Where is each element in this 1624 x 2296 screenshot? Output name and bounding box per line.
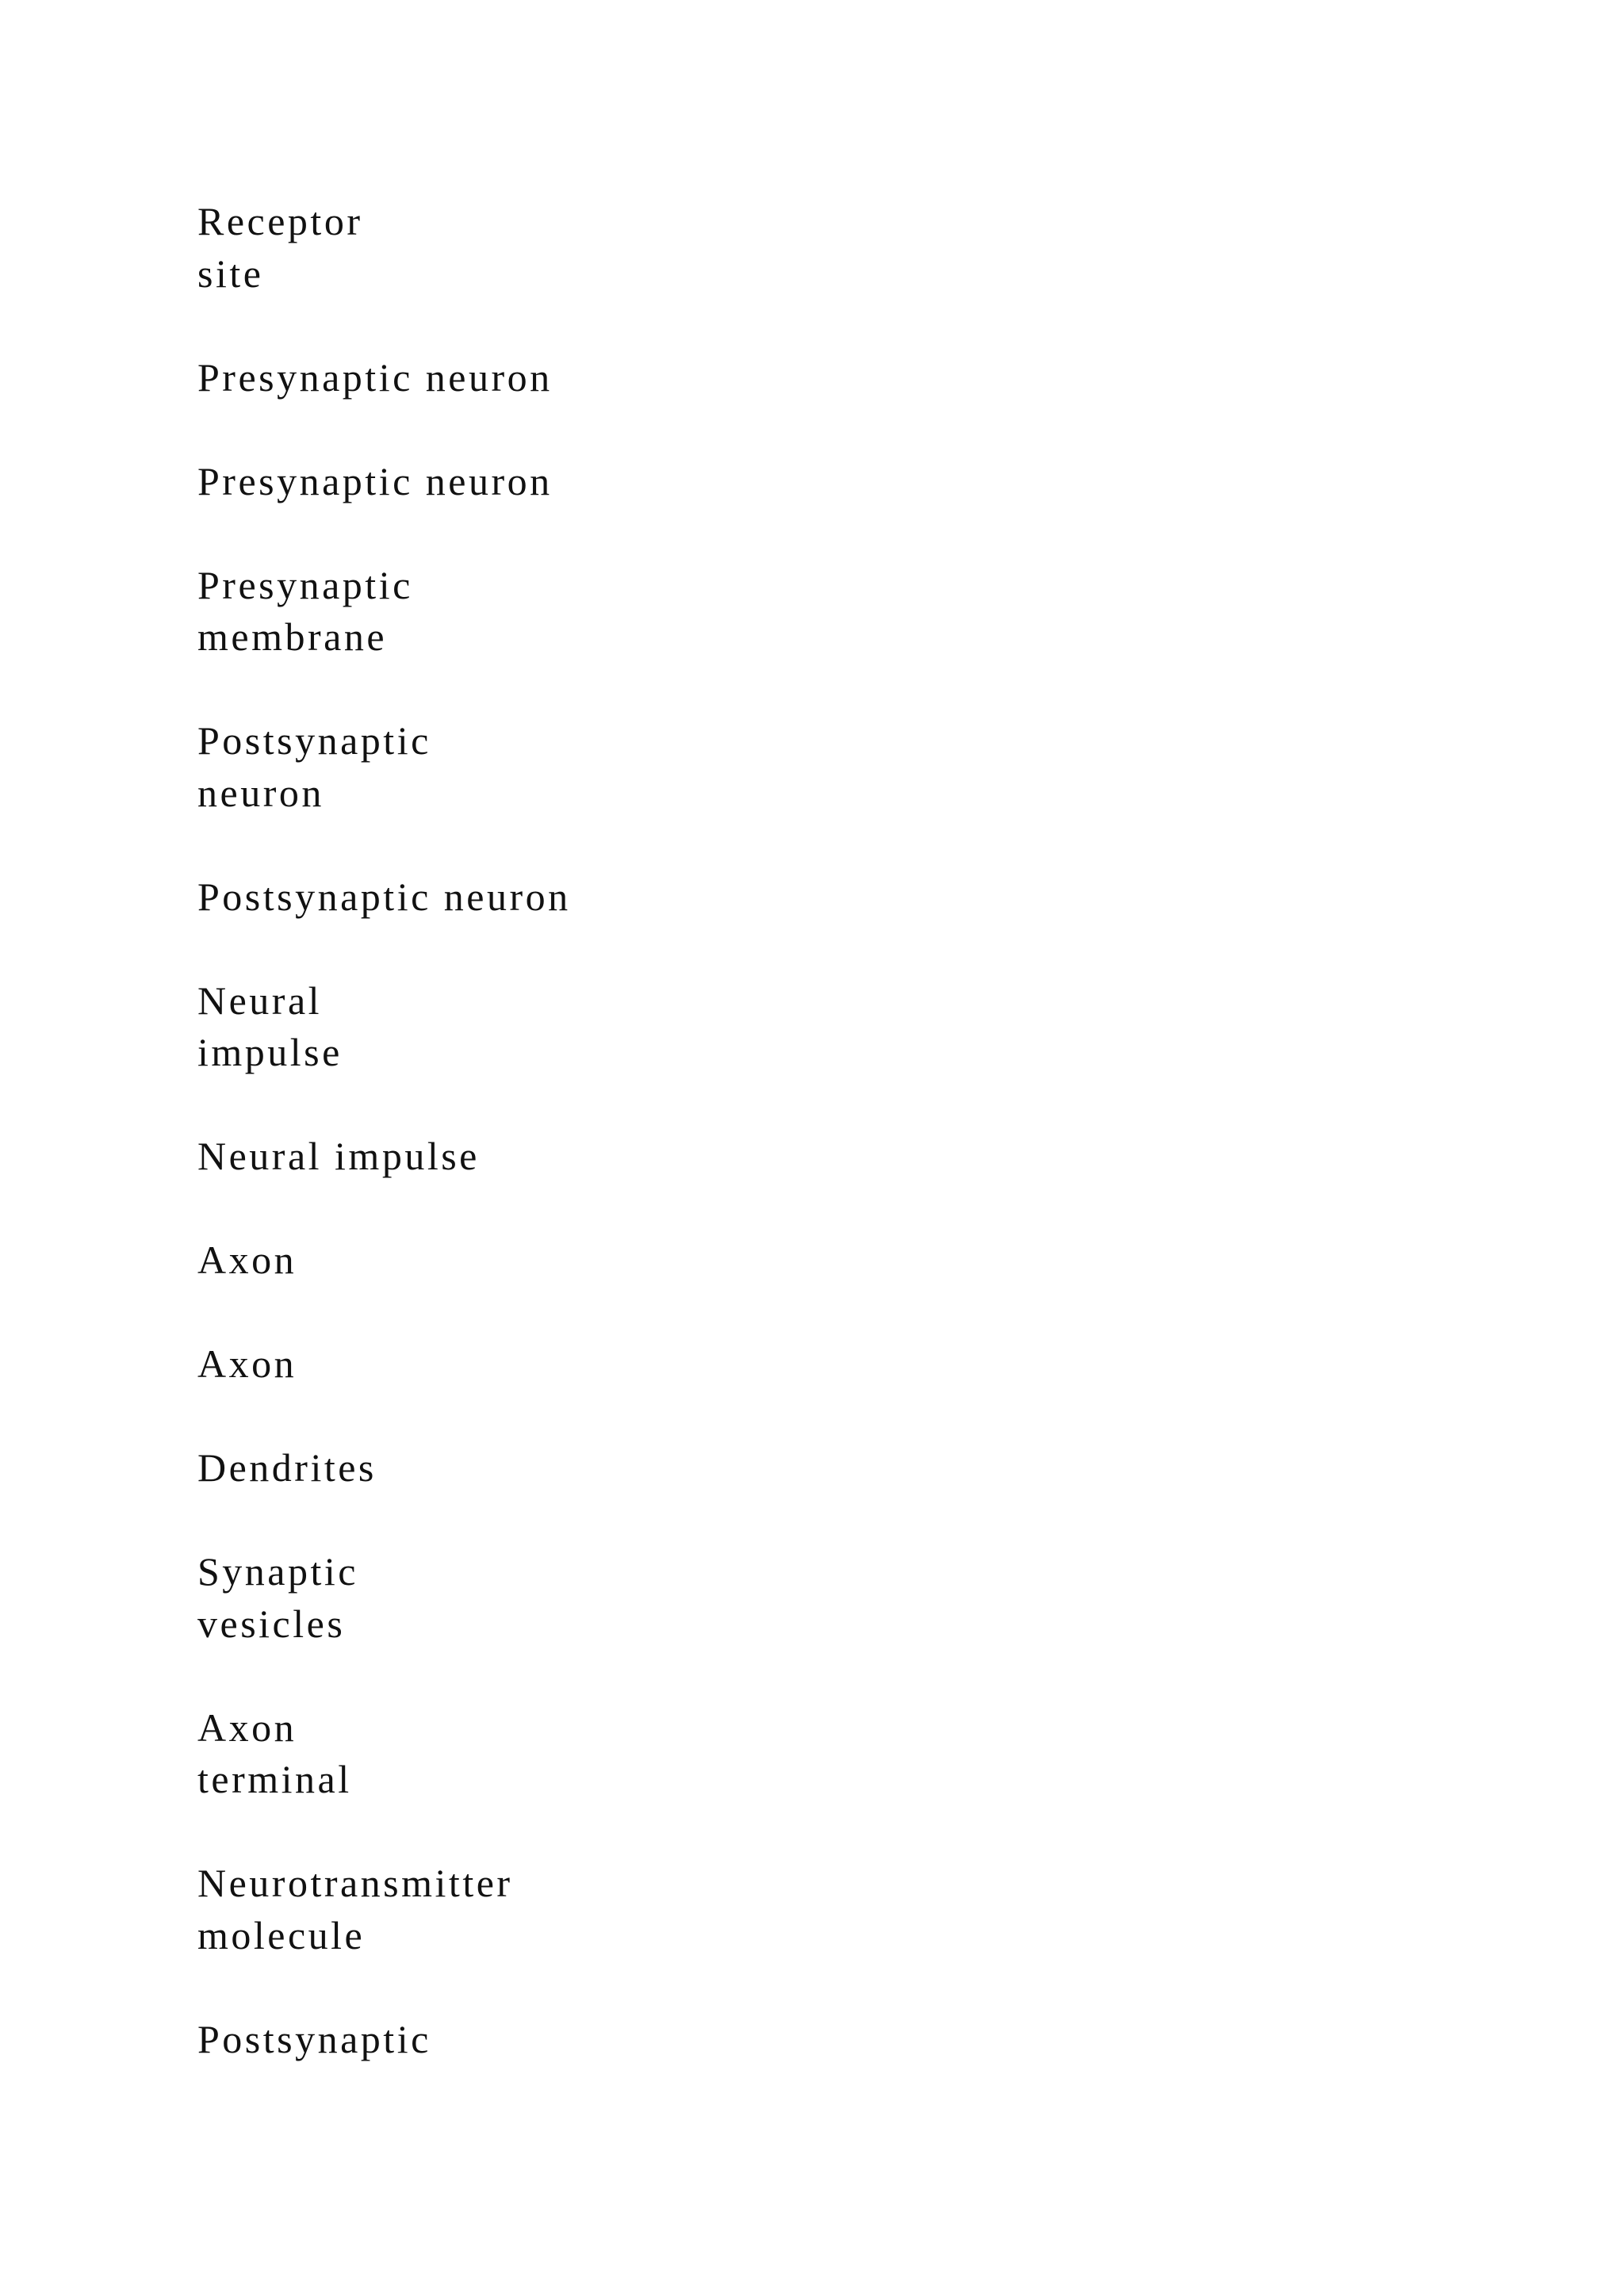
label-synaptic-vesicles: Synaptic vesicles	[197, 1549, 358, 1646]
label-presynaptic-neuron-2: Presynaptic neuron	[197, 458, 553, 503]
label-postsynaptic-neuron: Postsynaptic neuron	[197, 718, 431, 815]
label-presynaptic-neuron: Presynaptic neuron	[197, 354, 553, 400]
label-list	[197, 196, 571, 2118]
label-presynaptic-membrane: Presynaptic membrane	[197, 562, 413, 659]
label-axon: Axon	[197, 1238, 297, 1282]
label-neural-impulse: Neural impulse	[197, 978, 343, 1074]
label-receptor-site: Receptor site	[197, 199, 363, 296]
label-neurotransmitter-molecule: Neurotransmitter molecule	[197, 1861, 513, 1957]
label-postsynaptic-neuron-2: Postsynaptic neuron	[197, 874, 571, 919]
label-neural-impulse-2: Neural impulse	[197, 1134, 480, 1178]
label-dendrites: Dendrites	[197, 1445, 377, 1490]
label-postsynaptic: Postsynaptic	[197, 2016, 431, 2061]
label-axon-2: Axon	[197, 1341, 297, 1386]
label-axon-terminal: Axon terminal	[197, 1705, 352, 1801]
